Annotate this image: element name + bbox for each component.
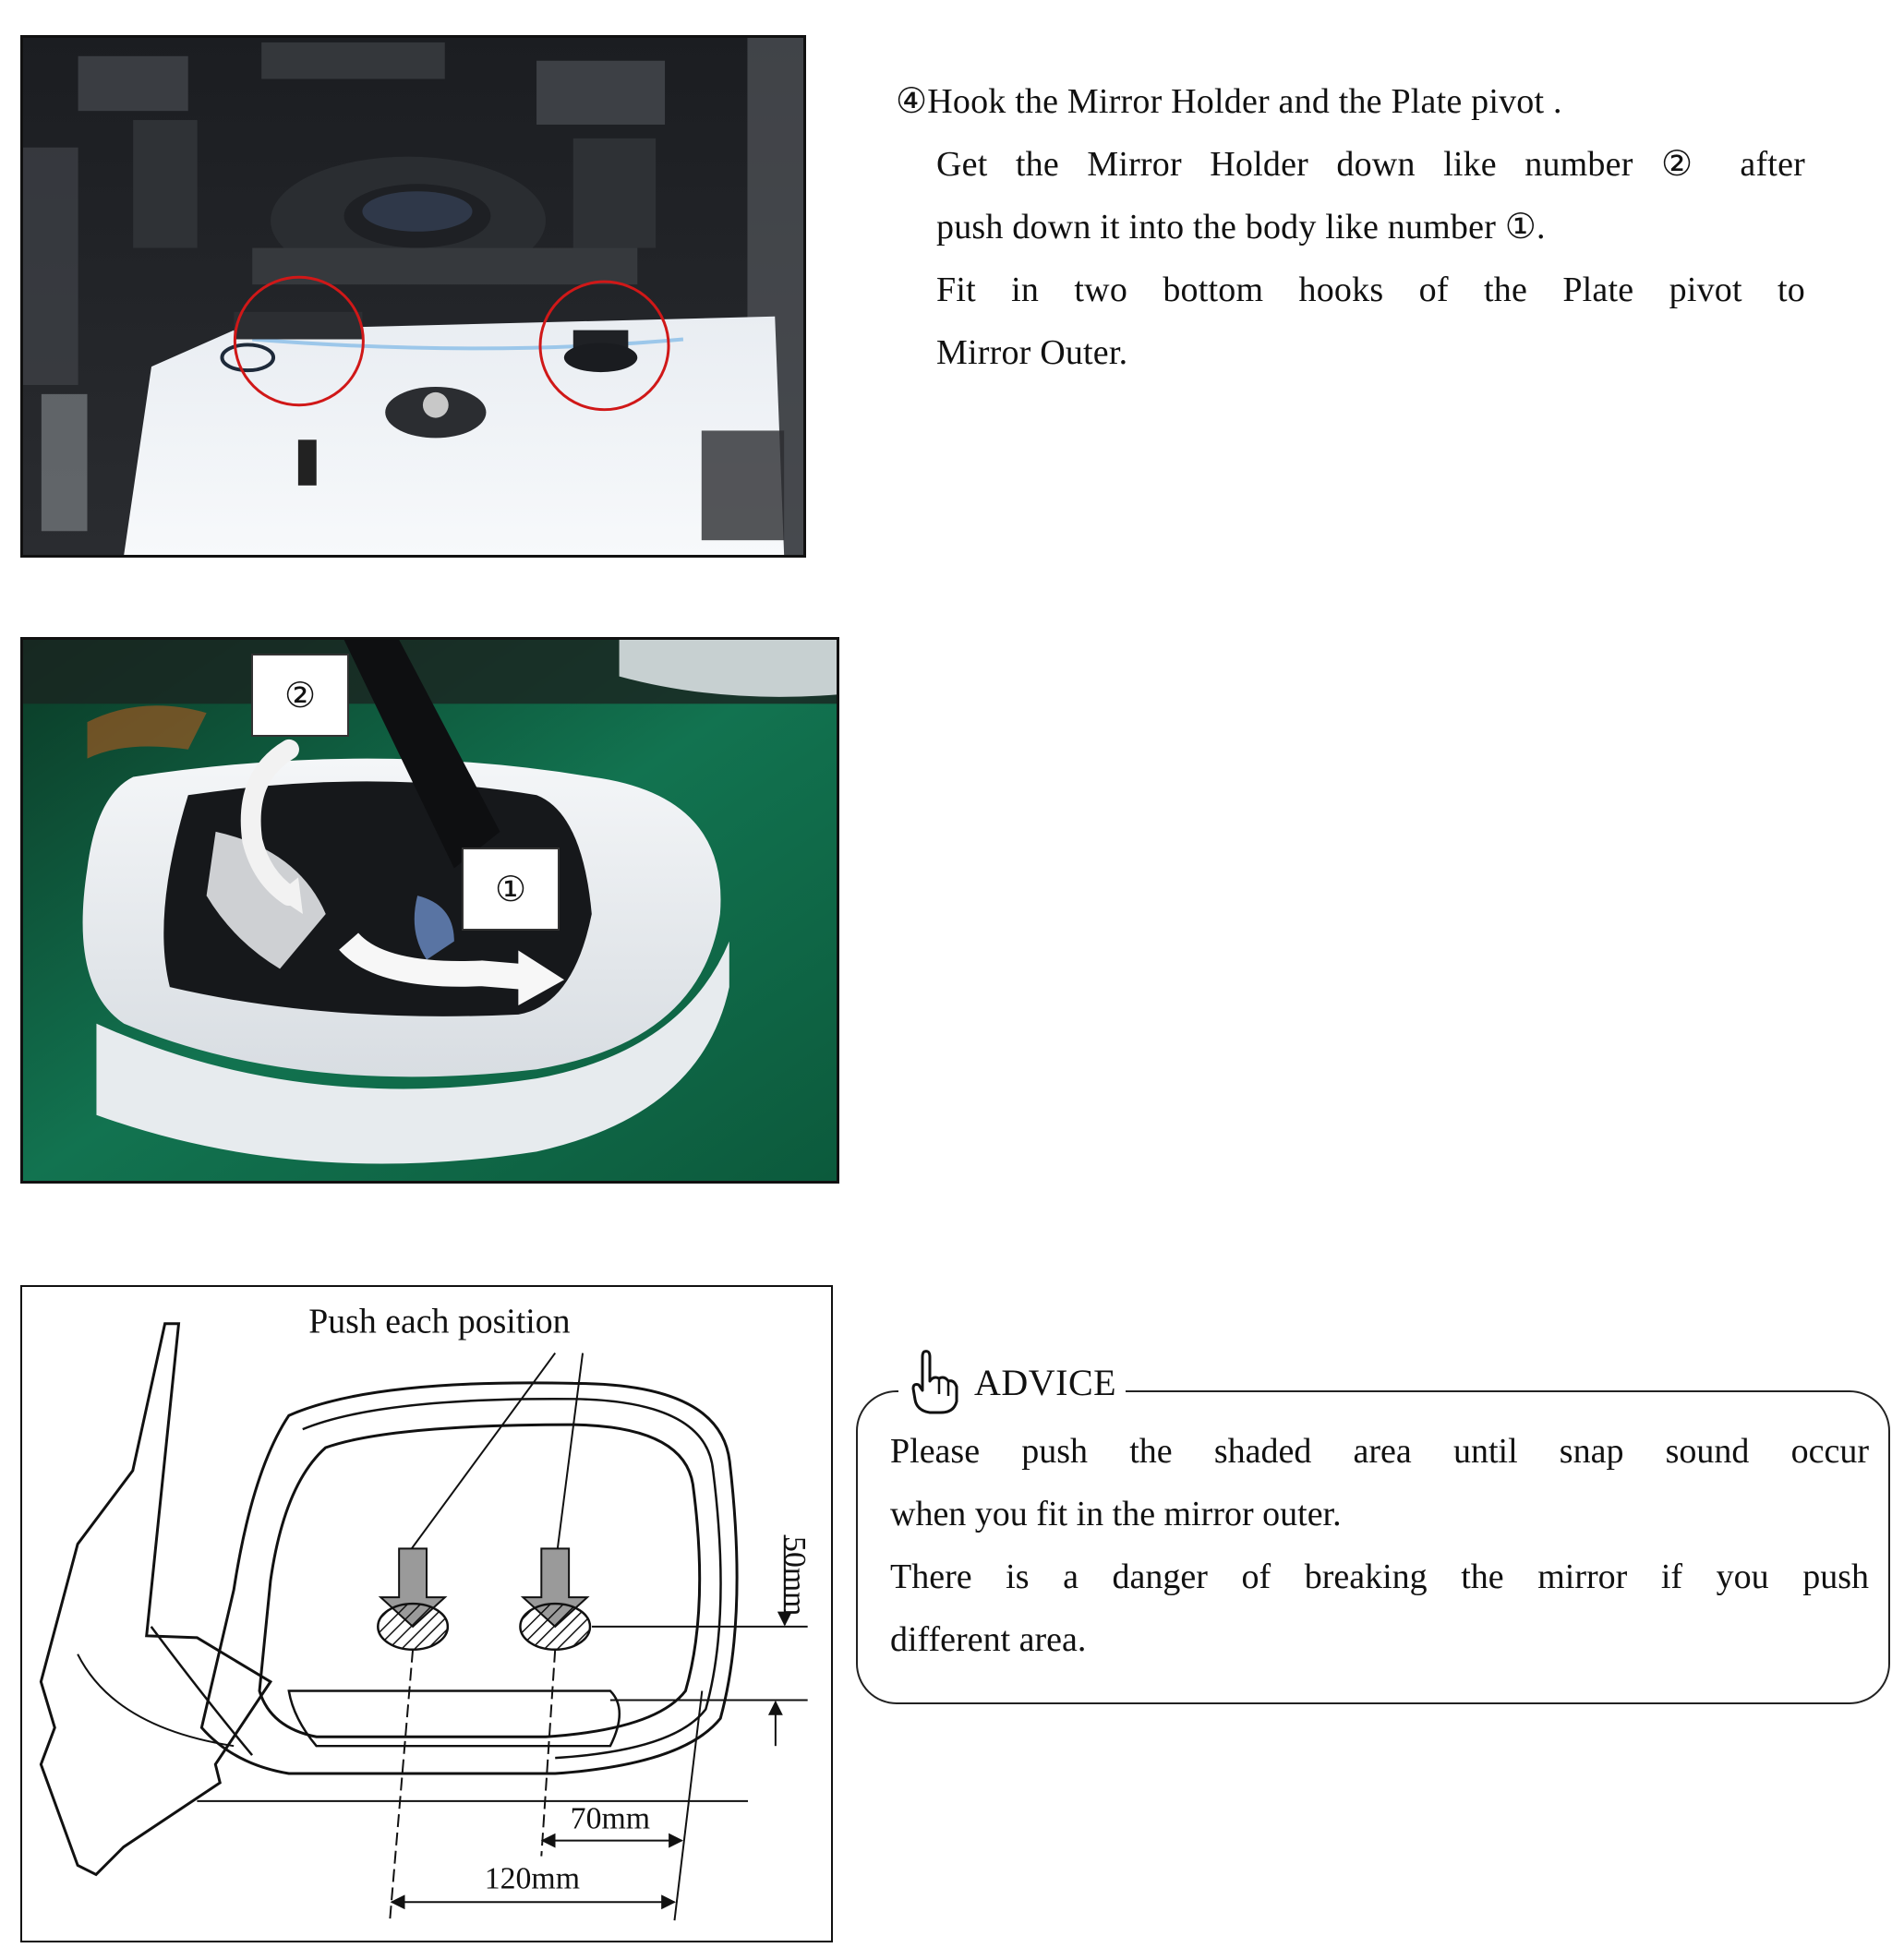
push-each-position-label: Push each position	[308, 1302, 571, 1341]
photo-mirror-outer-insertion	[20, 637, 839, 1184]
advice-header	[898, 1350, 1126, 1414]
step-line-2: Get the Mirror Holder down like number ② after	[936, 145, 1805, 184]
step-heading: ④Hook the Mirror Holder and the Plate pivot .	[896, 82, 1562, 121]
advice-line-2: when you fit in the mirror outer.	[890, 1495, 1342, 1533]
step-line-3: push down it into the body like number ①.	[936, 208, 1546, 247]
advice-text	[890, 1420, 1869, 1671]
photo-mirror-holder-hooks	[20, 35, 806, 558]
dimension-50mm: 50mm	[777, 1536, 812, 1617]
advice-line-3: There is a danger of breaking the mirror if you push	[890, 1557, 1869, 1596]
advice-title: ADVICE	[974, 1361, 1117, 1403]
dimension-120mm: 120mm	[484, 1861, 580, 1896]
pointing-hand-icon	[908, 1348, 961, 1416]
advice-line-4: different area.	[890, 1620, 1087, 1659]
callout-one-text: ①	[494, 870, 527, 909]
advice-line-1: Please push the shaded area until snap sound occur	[890, 1432, 1869, 1471]
step-line-4: Fit in two bottom hooks of the Plate pivot to	[936, 271, 1805, 309]
photo-mirror-holder-graphic	[23, 38, 803, 555]
push-position-diagram	[20, 1285, 833, 1942]
photo-mirror-outer-graphic	[23, 640, 837, 1181]
callout-number-two	[251, 654, 349, 737]
step-line-5: Mirror Outer.	[936, 333, 1128, 372]
dimension-70mm: 70mm	[570, 1801, 651, 1836]
step-instructions	[896, 70, 1805, 384]
callout-number-one	[462, 848, 560, 931]
callout-two-text: ②	[283, 676, 317, 715]
diagram-graphic	[22, 1287, 831, 1941]
